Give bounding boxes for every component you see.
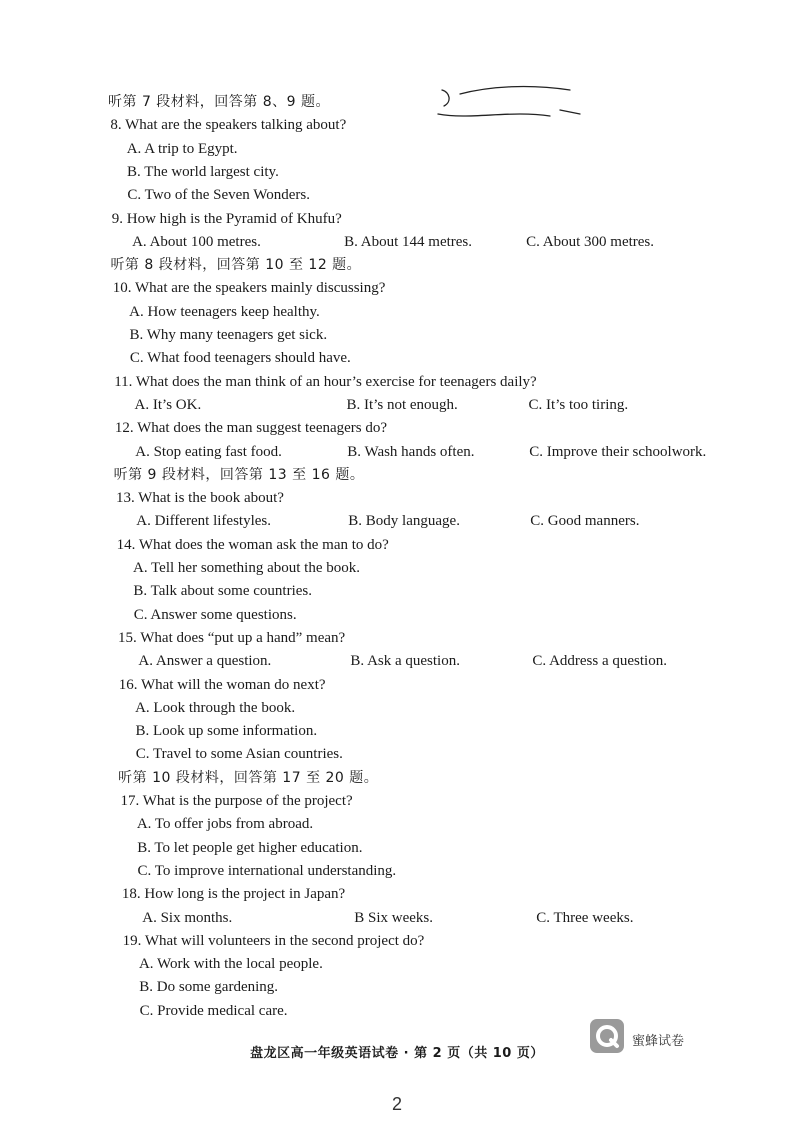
answer-option: C. Address a question. <box>532 653 667 670</box>
answer-option: B. To let people get higher education. <box>137 839 363 856</box>
answer-option: C. Improve their schoolwork. <box>529 443 707 460</box>
answer-option: A. How teenagers keep healthy. <box>129 303 320 320</box>
answer-option: A. Stop eating fast food. <box>135 443 282 460</box>
answer-option: B. About 144 metres. <box>344 233 473 250</box>
answer-option: A. To offer jobs from abroad. <box>136 816 314 833</box>
answer-option: B. Look up some information. <box>135 723 318 740</box>
answer-option: A. About 100 metres. <box>132 233 261 250</box>
answer-option: A. Look through the book. <box>135 699 296 716</box>
watermark-text: 蜜蜂试卷 <box>632 1034 685 1049</box>
answer-option: C. It’s too tiring. <box>528 396 629 413</box>
answer-option: C. Two of the Seven Wonders. <box>127 187 310 204</box>
page-number: 2 <box>391 1094 402 1114</box>
question-stem: 15. What does “put up a hand” mean? <box>118 629 346 646</box>
answer-option: A. Six months. <box>142 909 233 926</box>
answer-option: A. Answer a question. <box>138 653 272 670</box>
section-heading: 听第 10 段材料，回答第 17 至 20 题。 <box>118 769 379 786</box>
answer-option: C. What food teenagers should have. <box>129 350 351 367</box>
question-stem: 13. What is the book about? <box>115 490 284 507</box>
answer-option: C. About 300 metres. <box>526 233 655 250</box>
answer-option: A. Tell her something about the book. <box>133 560 360 576</box>
answer-option: A. Different lifestyles. <box>136 513 271 530</box>
pen-scribble-icon <box>430 80 600 130</box>
answer-option: B. Talk about some countries. <box>133 583 312 600</box>
answer-option: B. Wash hands often. <box>347 443 475 460</box>
answer-option: B. Why many teenagers get sick. <box>129 327 328 343</box>
answer-option: A. Work with the local people. <box>138 956 323 973</box>
answer-option: C. Three weeks. <box>536 909 634 926</box>
question-stem: 14. What does the woman ask the man to do? <box>116 536 389 553</box>
answer-option: B. Do some gardening. <box>139 979 279 996</box>
section-heading: 听第 9 段材料，回答第 13 至 16 题。 <box>113 466 365 483</box>
question-stem: 16. What will the woman do next? <box>118 676 326 693</box>
answer-option: B. It’s not enough. <box>346 396 458 413</box>
answer-option: B. The world largest city. <box>127 163 279 180</box>
answer-option: C. Answer some questions. <box>133 606 297 623</box>
question-stem: 9. How high is the Pyramid of Khufu? <box>111 210 342 227</box>
page-footer: 盘龙区高一年级英语试卷 · 第 2 页（共 10 页） <box>250 1046 544 1061</box>
answer-option: B. Body language. <box>348 513 460 530</box>
answer-option: C. Provide medical care. <box>139 1002 288 1019</box>
question-stem: 12. What does the man suggest teenagers do? <box>114 420 388 437</box>
watermark-logo-icon <box>589 1018 625 1054</box>
section-heading: 听第 7 段材料，回答第 8、9 题。 <box>108 94 331 110</box>
answer-option: A. It’s OK. <box>134 396 202 413</box>
answer-option: B Six weeks. <box>354 909 433 926</box>
question-stem: 8. What are the speakers talking about? <box>110 117 347 134</box>
answer-option: A. A trip to Egypt. <box>126 140 238 157</box>
answer-option: B. Ask a question. <box>350 653 460 670</box>
answer-option: C. Good manners. <box>530 513 640 530</box>
question-stem: 10. What are the speakers mainly discussing? <box>112 280 386 297</box>
question-stem: 18. How long is the project in Japan? <box>121 886 346 903</box>
question-stem: 17. What is the purpose of the project? <box>120 793 353 809</box>
question-stem: 11. What does the man think of an hour’s exercise for teenagers daily? <box>114 373 537 390</box>
section-heading: 听第 8 段材料，回答第 10 至 12 题。 <box>110 257 362 274</box>
question-stem: 19. What will volunteers in the second project do? <box>122 932 425 949</box>
answer-option: C. To improve international understanding. <box>137 862 397 879</box>
answer-option: C. Travel to some Asian countries. <box>135 746 343 763</box>
